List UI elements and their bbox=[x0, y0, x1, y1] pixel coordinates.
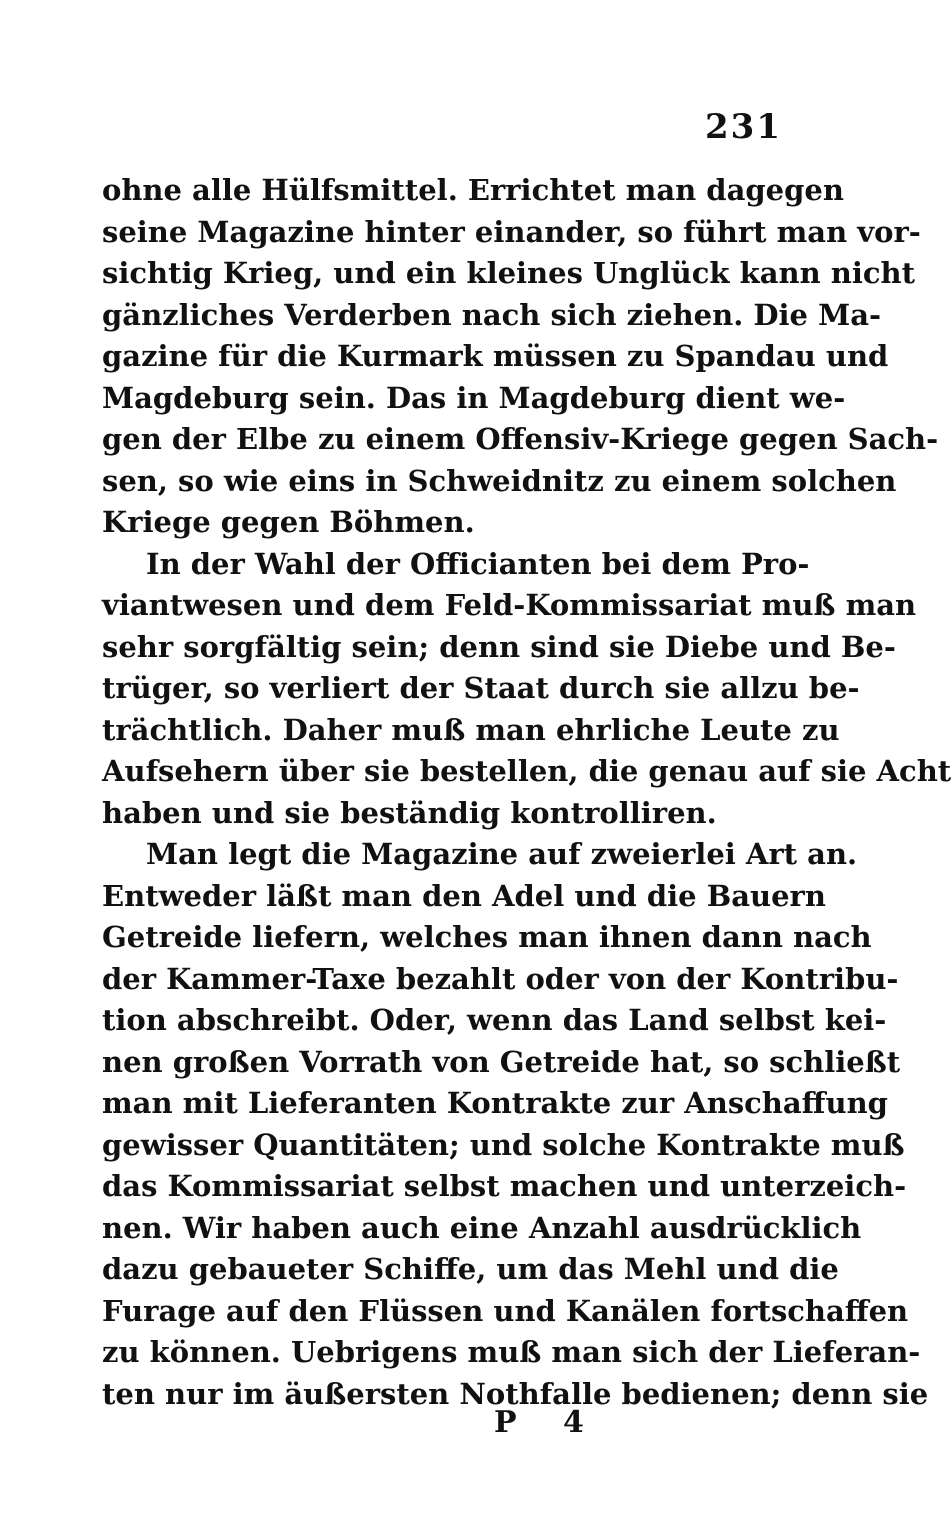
text-line: sichtig Krieg, und ein kleines Unglück kann nicht bbox=[102, 256, 916, 290]
text-line: Aufsehern über sie bestellen, die genau auf sie Acht bbox=[102, 754, 951, 788]
text-line: nen. Wir haben auch eine Anzahl ausdrücklich bbox=[102, 1210, 862, 1245]
text-line: Getreide liefern, welches man ihnen dann nach bbox=[102, 920, 872, 954]
text-line: Magdeburg sein. Das in Magdeburg dient we- bbox=[102, 380, 846, 415]
text-line: sen, so wie eins in Schweidnitz zu einem solchen bbox=[102, 463, 897, 498]
text-line: ohne alle Hülfsmittel. Errichtet man dagegen bbox=[102, 173, 844, 207]
text-line: tion abschreibt. Oder, wenn das Land selbst kei- bbox=[102, 1003, 887, 1037]
text-line: nen großen Vorrath von Getreide hat, so schließt bbox=[102, 1044, 901, 1079]
text-line: dazu gebaueter Schiffe, um das Mehl und die bbox=[102, 1252, 839, 1286]
text-line: gänzliches Verderben nach sich ziehen. Die Ma- bbox=[102, 297, 882, 332]
text-line: ten nur im äußersten Nothfalle bedienen; denn sie bbox=[102, 1376, 929, 1411]
text-line: der Kammer-Taxe bezahlt oder von der Kontribu- bbox=[102, 961, 899, 996]
text-line: viantwesen und dem Feld-Kommissariat muß man bbox=[102, 588, 917, 622]
text-line: Man legt die Magazine auf zweierlei Art an. bbox=[146, 837, 858, 871]
text-line: das Kommissariat selbst machen und unterzeich- bbox=[102, 1169, 907, 1203]
signature-mark: P 4 bbox=[494, 1405, 602, 1440]
text-line: Furage auf den Flüssen und Kanälen fortschaffen bbox=[102, 1293, 909, 1328]
text-line: zu können. Uebrigens muß man sich der Lieferan- bbox=[102, 1335, 921, 1369]
text-line: gen der Elbe zu einem Offensiv-Kriege gegen Sach- bbox=[102, 422, 939, 456]
text-line: Entweder läßt man den Adel und die Bauern bbox=[102, 878, 826, 913]
page-number: 231 bbox=[705, 107, 782, 147]
text-line: seine Magazine hinter einander, so führt man vor- bbox=[102, 214, 921, 249]
text-line: In der Wahl der Officianten bei dem Pro- bbox=[146, 546, 810, 581]
text-line: man mit Lieferanten Kontrakte zur Anschaffung bbox=[102, 1086, 888, 1120]
text-line: sehr sorgfältig sein; denn sind sie Diebe und Be- bbox=[102, 629, 896, 664]
body-text bbox=[102, 170, 951, 1415]
text-line: Kriege gegen Böhmen. bbox=[102, 505, 475, 539]
text-line: haben und sie beständig kontrolliren. bbox=[102, 795, 717, 830]
text-line: trächtlich. Daher muß man ehrliche Leute zu bbox=[102, 712, 840, 747]
text-line: gazine für die Kurmark müssen zu Spandau und bbox=[102, 339, 889, 373]
text-line: trüger, so verliert der Staat durch sie allzu be- bbox=[102, 671, 860, 705]
text-line: gewisser Quantitäten; und solche Kontrakte muß bbox=[102, 1127, 905, 1162]
